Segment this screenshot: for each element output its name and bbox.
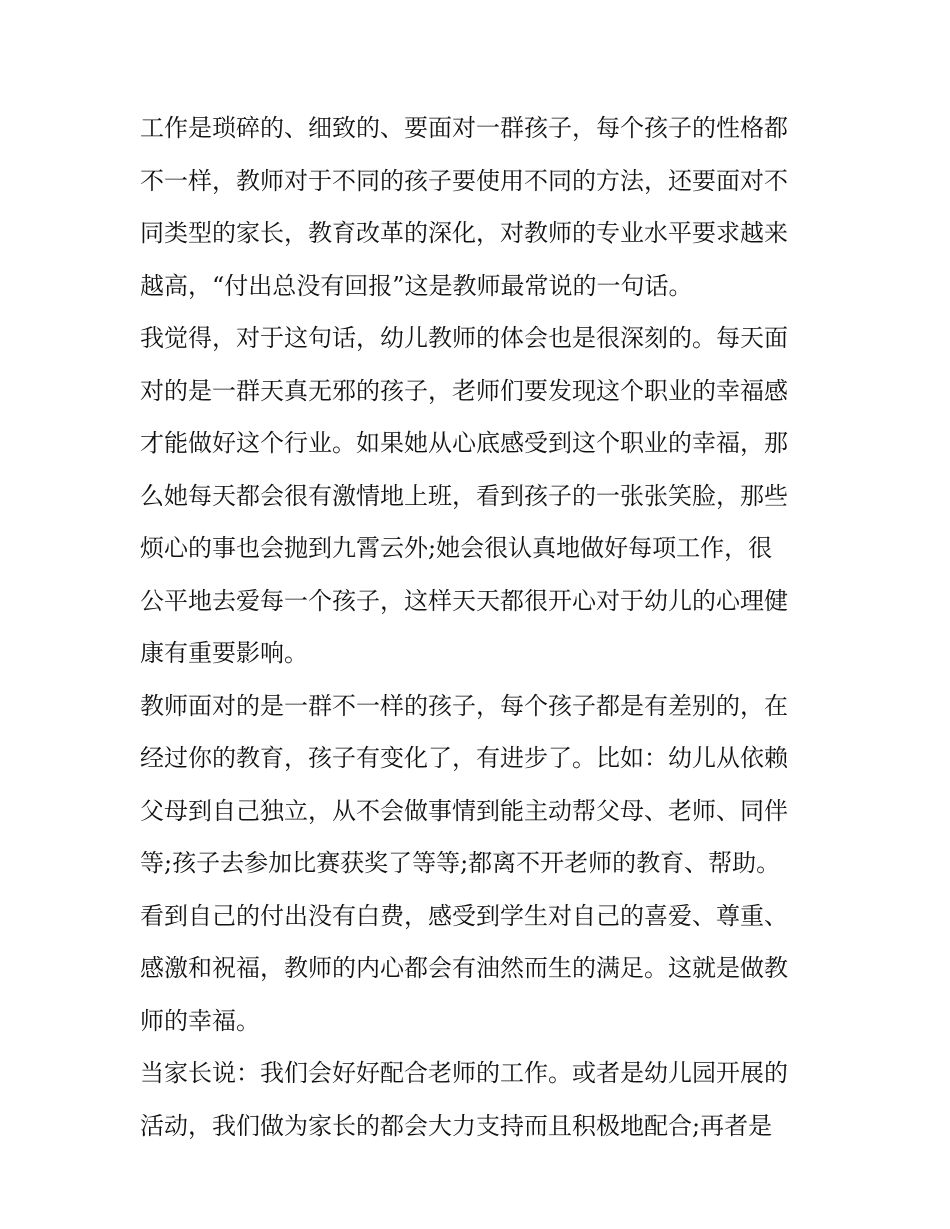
text-line: 我觉得，对于这句话，幼儿教师的体会也是很深刻的。每天面 bbox=[140, 324, 788, 352]
text-line: 活动，我们做为家长的都会大力支持而且积极地配合;再者是 bbox=[140, 1111, 773, 1140]
text-line: 对的是一群天真无邪的孩子，老师们要发现这个职业的幸福感 bbox=[140, 376, 788, 405]
text-line: 感激和祝福，教师的内心都会有油然而生的满足。这就是做教 bbox=[140, 954, 788, 982]
text-line: 父母到自己独立，从不会做事情到能主动帮父母、老师、同伴 bbox=[140, 796, 788, 825]
text-line: 当家长说：我们会好好配合老师的工作。或者是幼儿园开展的 bbox=[140, 1059, 788, 1087]
document-body bbox=[140, 102, 820, 1152]
text-line: 公平地去爱每一个孩子，这样天天都很开心对于幼儿的心理健 bbox=[140, 586, 788, 615]
text-line: 烦心的事也会抛到九霄云外;她会很认真地做好每项工作，很 bbox=[140, 534, 773, 562]
text-line: 教师面对的是一群不一样的孩子，每个孩子都是有差别的，在 bbox=[140, 691, 788, 720]
text-line: 同类型的家长，教育改革的深化，对教师的专业水平要求越来 bbox=[140, 219, 788, 247]
text-line: 不一样，教师对于不同的孩子要使用不同的方法，还要面对不 bbox=[140, 166, 788, 195]
text-line: 康有重要影响。 bbox=[140, 639, 308, 667]
text-line: 等;孩子去参加比赛获奖了等等;都离不开老师的教育、帮助。 bbox=[140, 849, 781, 877]
text-line: 看到自己的付出没有白费，感受到学生对自己的喜爱、尊重、 bbox=[140, 901, 788, 930]
text-line: 越高，“付出总没有回报”这是教师最常说的一句话。 bbox=[140, 271, 693, 300]
text-line: 经过你的教育，孩子有变化了，有进步了。比如：幼儿从依赖 bbox=[140, 744, 788, 772]
text-line: 么她每天都会很有激情地上班，看到孩子的一张张笑脸，那些 bbox=[140, 481, 788, 510]
text-line: 师的幸福。 bbox=[140, 1006, 260, 1035]
text-line: 工作是琐碎的、细致的、要面对一群孩子，每个孩子的性格都 bbox=[140, 114, 788, 142]
text-line: 才能做好这个行业。如果她从心底感受到这个职业的幸福，那 bbox=[140, 429, 788, 457]
